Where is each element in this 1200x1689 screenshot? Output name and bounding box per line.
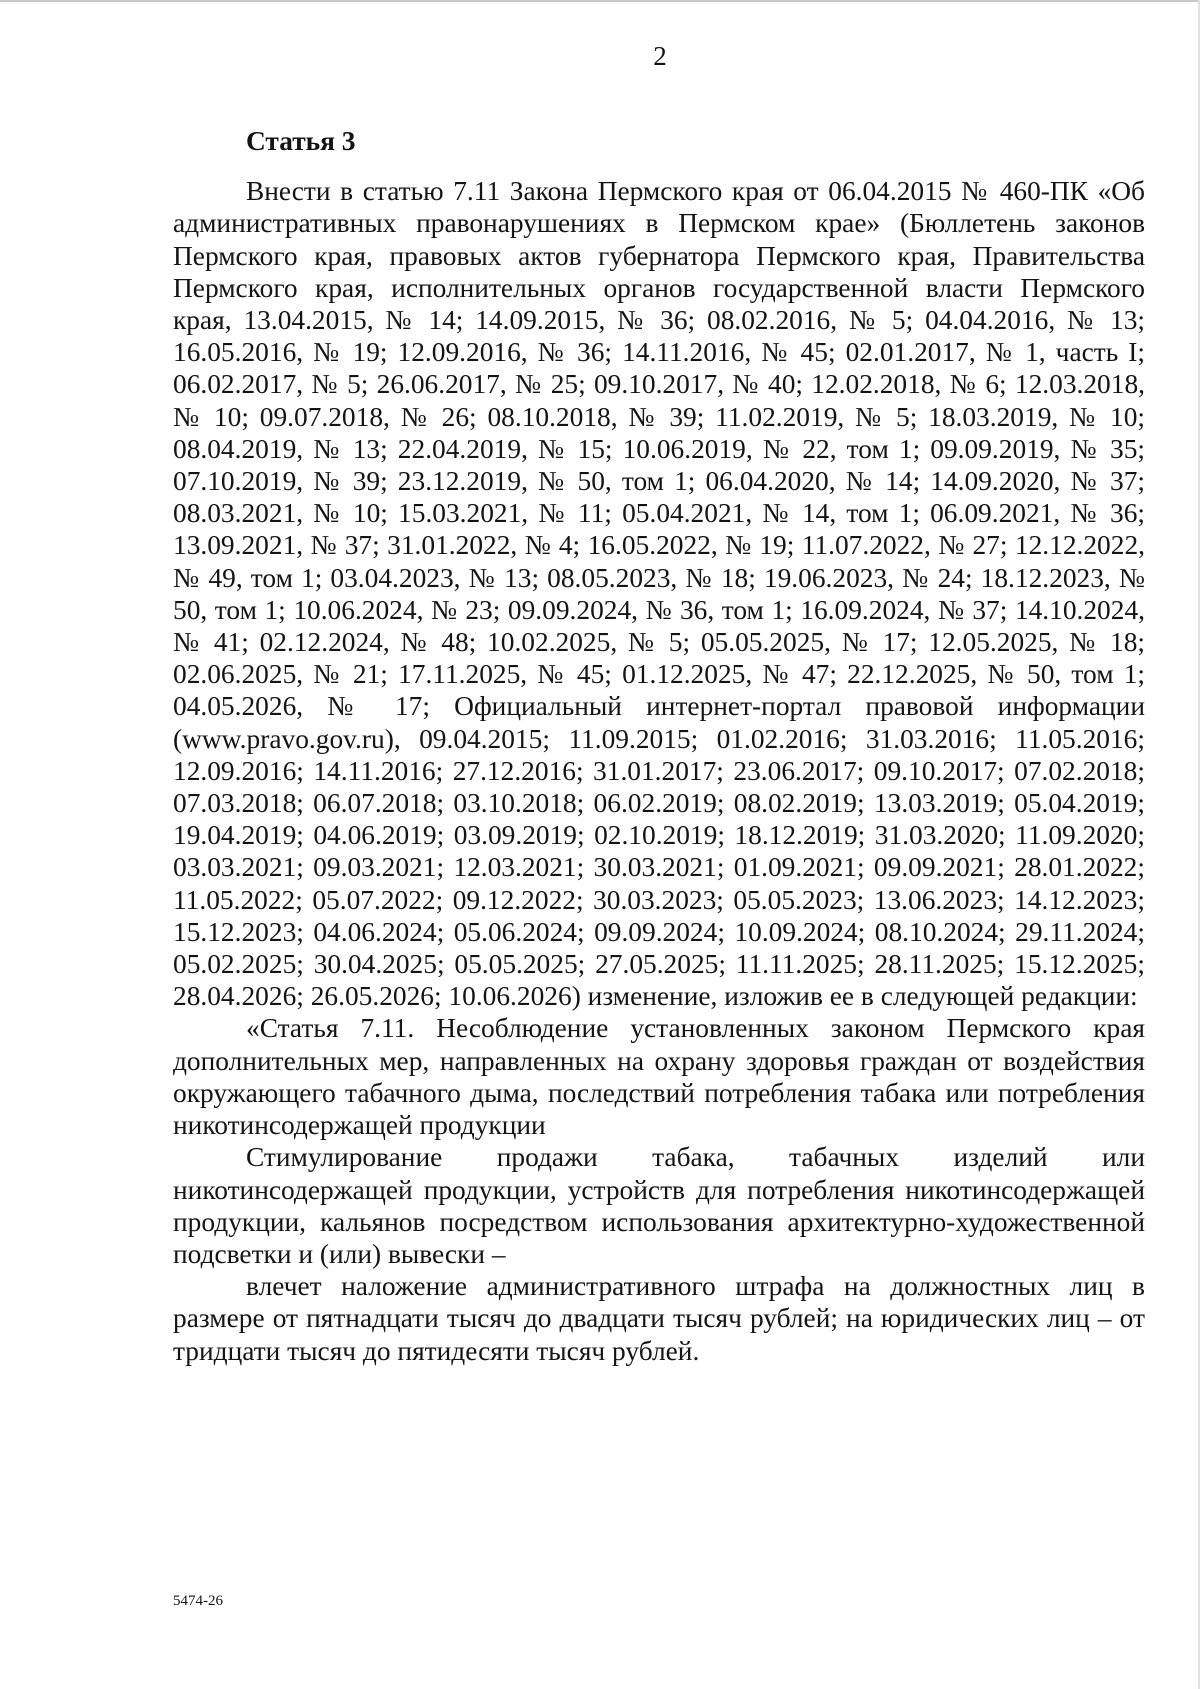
document-code: 5474-26	[173, 1593, 223, 1609]
scan-top-edge	[0, 0, 1200, 2]
penalty-paragraph: влечет наложение административного штрафа на должностных лиц в размере от пятнадцати тысяч до двадцати тысяч рублей; на юридических лиц – от тридцати тысяч до пятидесяти тысяч рублей.	[173, 1271, 1145, 1366]
amendment-paragraph: Внести в статью 7.11 Закона Пермского края от 06.04.2015 № 460-ПК «Об административных правонарушениях в Пермском крае» (Бюллетень законов Пермского края, правовых актов губернатора Пермского края, Правительства Пермского края, исполнительных органов государственной власти Пермского края, 13.04.2015, № 14; 14.09.2015, № 36; 08.02.2016, № 5; 04.04.2016, № 13; 16.05.2016, № 19; 12.09.2016, № 36; 14.11.2016, № 45; 02.01.2017, № 1, часть I; 06.02.2017, № 5; 26.06.2017, № 25; 09.10.2017, № 40; 12.02.2018, № 6; 12.03.2018, № 10; 09.07.2018, № 26; 08.10.2018, № 39; 11.02.2019, № 5; 18.03.2019, № 10; 08.04.2019, № 13; 22.04.2019, № 15; 10.06.2019, № 22, том 1; 09.09.2019, № 35; 07.10.2019, № 39; 23.12.2019, № 50, том 1; 06.04.2020, № 14; 14.09.2020, № 37; 08.03.2021, № 10; 15.03.2021, № 11; 05.04.2021, № 14, том 1; 06.09.2021, № 36; 13.09.2021, № 37; 31.01.2022, № 4; 16.05.2022, № 19; 11.07.2022, № 27; 12.12.2022, № 49, том 1; 03.04.2023, № 13; 08.05.2023, № 18; 19.06.2023, № 24; 18.12.2023, № 50, том 1; 10.06.2024, № 23; 09.09.2024, № 36, том 1; 16.09.2024, № 37; 14.10.2024, № 41; 02.12.2024, № 48; 10.02.2025, № 5; 05.05.2025, № 17; 12.05.2025, № 18; 02.06.2025, № 21; 17.11.2025, № 45; 01.12.2025, № 47; 22.12.2025, № 50, том 1; 04.05.2026, № 17; Официальный интернет-портал правовой информации (www.pravo.gov.ru), 09.04.2015; 11.09.2015; 01.02.2016; 31.03.2016; 11.05.2016; 12.09.2016; 14.11.2016; 27.12.2016; 31.01.2017; 23.06.2017; 09.10.2017; 07.02.2018; 07.03.2018; 06.07.2018; 03.10.2018; 06.02.2019; 08.02.2019; 13.03.2019; 05.04.2019; 19.04.2019; 04.06.2019; 03.09.2019; 02.10.2019; 18.12.2019; 31.03.2020; 11.09.2020; 03.03.2021; 09.03.2021; 12.03.2021; 30.03.2021; 01.09.2021; 09.09.2021; 28.01.2022; 11.05.2022; 05.07.2022; 09.12.2022; 30.03.2023; 05.05.2023; 13.06.2023; 14.12.2023; 15.12.2023; 04.06.2024; 05.06.2024; 09.09.2024; 10.09.2024; 08.10.2024; 29.11.2024; 05.02.2025; 30.04.2025; 05.05.2025; 27.05.2025; 11.11.2025; 28.11.2025; 15.12.2025; 28.04.2026; 26.05.2026; 10.06.2026) изменение, изложив ее в следующей редакции:	[173, 176, 1145, 1012]
article-heading: Статья 3	[246, 126, 356, 156]
page-number: 2	[653, 41, 667, 71]
document-body	[173, 125, 1145, 1367]
offense-description-paragraph: Стимулирование продажи табака, табачных изделий или никотинсодержащей продукции, устройств для потребления никотинсодержащей продукции, кальянов посредством использования архитектурно-художественной подсветки и (или) вывески –	[173, 1142, 1145, 1269]
article-title-paragraph: «Статья 7.11. Несоблюдение установленных законом Пермского края дополнительных мер, направленных на охрану здоровья граждан от воздействия окружающего табачного дыма, последствий потребления табака или потребления никотинсодержащей продукции	[173, 1013, 1145, 1141]
